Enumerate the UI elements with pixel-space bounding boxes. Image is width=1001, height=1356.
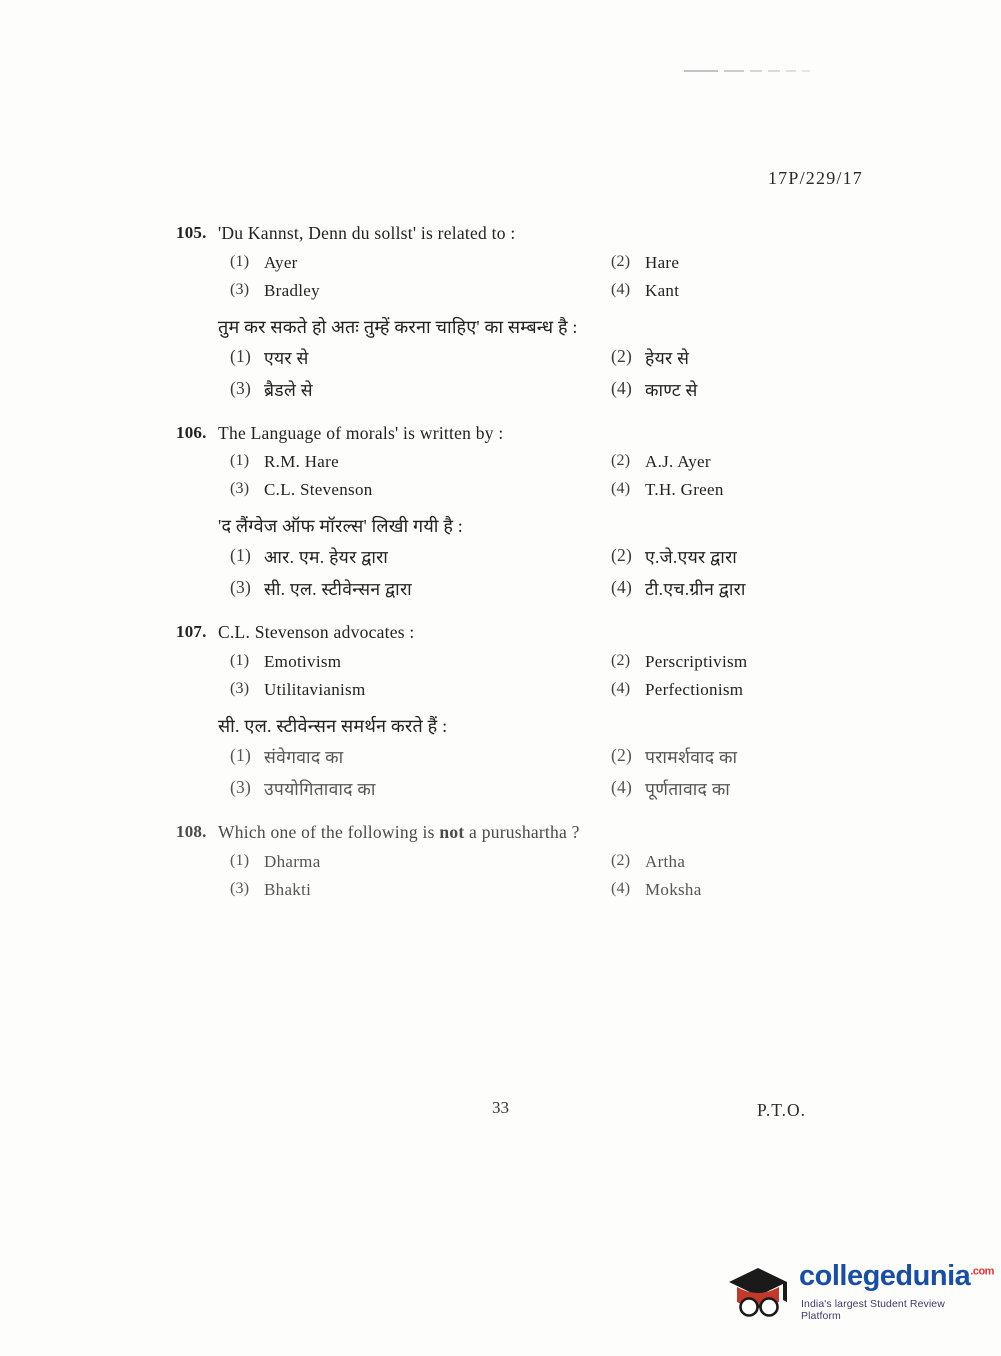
question-number: 108. — [176, 821, 207, 841]
options-hi — [218, 545, 876, 601]
option-marker: (1) — [230, 252, 250, 270]
question-text-en: 'Du Kannst, Denn du sollst' is related to : — [218, 223, 516, 243]
option-label: Emotivism — [264, 651, 342, 671]
option-label: Utilitavianism — [264, 679, 366, 699]
option-row — [218, 680, 876, 700]
option-label: Perscriptivism — [645, 651, 748, 671]
option-3[interactable] — [218, 880, 547, 900]
pto-label: P.T.O. — [757, 1100, 806, 1120]
option-marker: (2) — [611, 545, 633, 566]
collegedunia-watermark — [721, 1248, 994, 1328]
question-heading — [176, 821, 876, 845]
option-marker: (1) — [230, 651, 250, 669]
option-marker: (2) — [611, 452, 631, 470]
option-label: C.L. Stevenson — [264, 480, 373, 500]
option-label: A.J. Ayer — [645, 452, 711, 472]
logo-wordmark — [799, 1260, 994, 1293]
question-text-en: The Language of morals' is written by : — [218, 422, 504, 443]
option-hi-1[interactable] — [218, 745, 547, 769]
option-label: काण्ट से — [645, 379, 698, 400]
options-en — [218, 253, 876, 301]
option-1[interactable] — [218, 852, 547, 872]
option-hi-1[interactable] — [218, 346, 547, 370]
option-3[interactable] — [218, 480, 547, 500]
option-hi-4[interactable] — [547, 577, 876, 601]
option-hi-3[interactable] — [218, 577, 547, 601]
logo-tagline: India's largest Student Review Platform — [801, 1298, 945, 1322]
option-row — [218, 480, 876, 500]
option-label: टी.एच.ग्रीन द्वारा — [645, 579, 746, 600]
scan-artifact-dashes — [684, 70, 864, 72]
question-text-emphasis: not — [439, 821, 465, 842]
options-en — [218, 652, 876, 700]
option-label: Perfectionism — [645, 679, 744, 699]
option-marker: (4) — [611, 577, 633, 598]
option-label: R.M. Hare — [264, 452, 339, 472]
option-label: T.H. Green — [645, 480, 724, 500]
logo-dotcom: .com — [970, 1265, 994, 1278]
option-row — [218, 346, 876, 370]
option-marker: (2) — [611, 851, 631, 869]
option-marker: (1) — [230, 345, 252, 366]
question-text-en — [218, 821, 876, 845]
option-label: आर. एम. हेयर द्वारा — [264, 547, 389, 568]
option-4[interactable] — [547, 480, 876, 500]
option-label: Moksha — [645, 879, 702, 899]
option-label: Artha — [645, 851, 686, 871]
option-row — [218, 253, 876, 273]
question-number: 107. — [176, 622, 207, 642]
option-label: उपयोगितावाद का — [264, 778, 376, 799]
option-label: Dharma — [264, 851, 321, 871]
option-2[interactable] — [547, 253, 876, 273]
option-label: संवेगवाद का — [264, 746, 344, 767]
option-2[interactable] — [547, 452, 876, 472]
question-heading — [176, 621, 876, 645]
option-row — [218, 281, 876, 301]
option-label: एयर से — [264, 347, 309, 368]
option-row — [218, 880, 876, 900]
option-label: पूर्णतावाद का — [645, 778, 731, 799]
option-hi-2[interactable] — [547, 545, 876, 569]
option-marker: (1) — [230, 545, 252, 566]
option-marker: (3) — [230, 480, 250, 498]
option-label: Kant — [645, 280, 680, 300]
question-heading — [176, 222, 876, 246]
logo-name: collegedunia — [799, 1260, 971, 1292]
option-marker: (1) — [230, 851, 250, 869]
option-row — [218, 745, 876, 769]
question-block-106 — [176, 422, 876, 602]
option-marker: (2) — [611, 744, 633, 765]
option-marker: (3) — [230, 577, 252, 598]
option-label: Bhakti — [264, 879, 312, 899]
question-text-hi: 'द लैंग्वेज ऑफ मॉरल्स' लिखी गयी है : — [218, 516, 463, 537]
option-marker: (4) — [611, 879, 631, 897]
option-hi-3[interactable] — [218, 777, 547, 801]
option-marker: (3) — [230, 280, 250, 298]
option-marker: (3) — [230, 377, 252, 398]
option-1[interactable] — [218, 452, 547, 472]
graduate-avatar-icon — [721, 1252, 795, 1324]
option-hi-4[interactable] — [547, 378, 876, 402]
options-en — [218, 452, 876, 500]
option-1[interactable] — [218, 652, 547, 672]
option-label: हेयर से — [645, 347, 690, 368]
option-1[interactable] — [218, 253, 547, 273]
question-number: 105. — [176, 223, 207, 242]
options-hi — [218, 745, 876, 801]
option-hi-2[interactable] — [547, 346, 876, 370]
option-2[interactable] — [547, 652, 876, 672]
option-marker: (4) — [611, 280, 631, 298]
option-marker: (2) — [611, 252, 631, 270]
question-text-hi: सी. एल. स्टीवेन्सन समर्थन करते हैं : — [218, 715, 448, 736]
option-3[interactable] — [218, 281, 547, 301]
option-label: ए.जे.एयर द्वारा — [645, 547, 738, 568]
question-text-en: C.L. Stevenson advocates : — [218, 622, 415, 643]
option-label: परामर्शवाद का — [645, 746, 738, 767]
page-number: 33 — [492, 1098, 509, 1117]
option-label: Bradley — [264, 280, 320, 300]
question-text-hi: तुम कर सकते हो अतः तुम्हें करना चाहिए' का सम्बन्ध है : — [218, 316, 578, 337]
option-4[interactable] — [547, 680, 876, 700]
question-block-107 — [176, 621, 876, 801]
option-row — [218, 852, 876, 872]
question-list — [176, 222, 876, 920]
question-text-pre: Which one of the following is — [218, 821, 440, 842]
option-row — [218, 777, 876, 801]
option-marker: (4) — [611, 377, 633, 398]
options-en — [218, 852, 876, 900]
option-label: Ayer — [264, 252, 298, 272]
question-text-post: a purushartha ? — [464, 821, 580, 842]
option-marker: (3) — [230, 776, 252, 797]
option-marker: (2) — [611, 345, 633, 366]
question-block-105 — [176, 222, 876, 402]
option-label: Hare — [645, 252, 680, 272]
option-marker: (4) — [611, 480, 631, 498]
option-4[interactable] — [547, 880, 876, 900]
question-heading — [176, 422, 876, 446]
option-marker: (1) — [230, 452, 250, 470]
option-row — [218, 452, 876, 472]
option-3[interactable] — [218, 680, 547, 700]
option-hi-3[interactable] — [218, 378, 547, 402]
option-hi-1[interactable] — [218, 545, 547, 569]
option-2[interactable] — [547, 852, 876, 872]
option-marker: (4) — [611, 776, 633, 797]
option-hi-4[interactable] — [547, 777, 876, 801]
option-marker: (3) — [230, 879, 250, 897]
options-hi — [218, 346, 876, 402]
question-number: 106. — [176, 422, 207, 442]
option-4[interactable] — [547, 281, 876, 301]
option-row — [218, 577, 876, 601]
option-row — [218, 545, 876, 569]
option-marker: (3) — [230, 679, 250, 697]
option-row — [218, 652, 876, 672]
option-hi-2[interactable] — [547, 745, 876, 769]
option-marker: (1) — [230, 744, 252, 765]
option-marker: (2) — [611, 651, 631, 669]
option-marker: (4) — [611, 679, 631, 697]
option-label: ब्रैडले से — [264, 379, 313, 400]
option-label: सी. एल. स्टीवेन्सन द्वारा — [264, 579, 412, 600]
paper-code: 17P/229/17 — [767, 168, 863, 188]
option-row — [218, 378, 876, 402]
question-block-108 — [176, 821, 876, 900]
